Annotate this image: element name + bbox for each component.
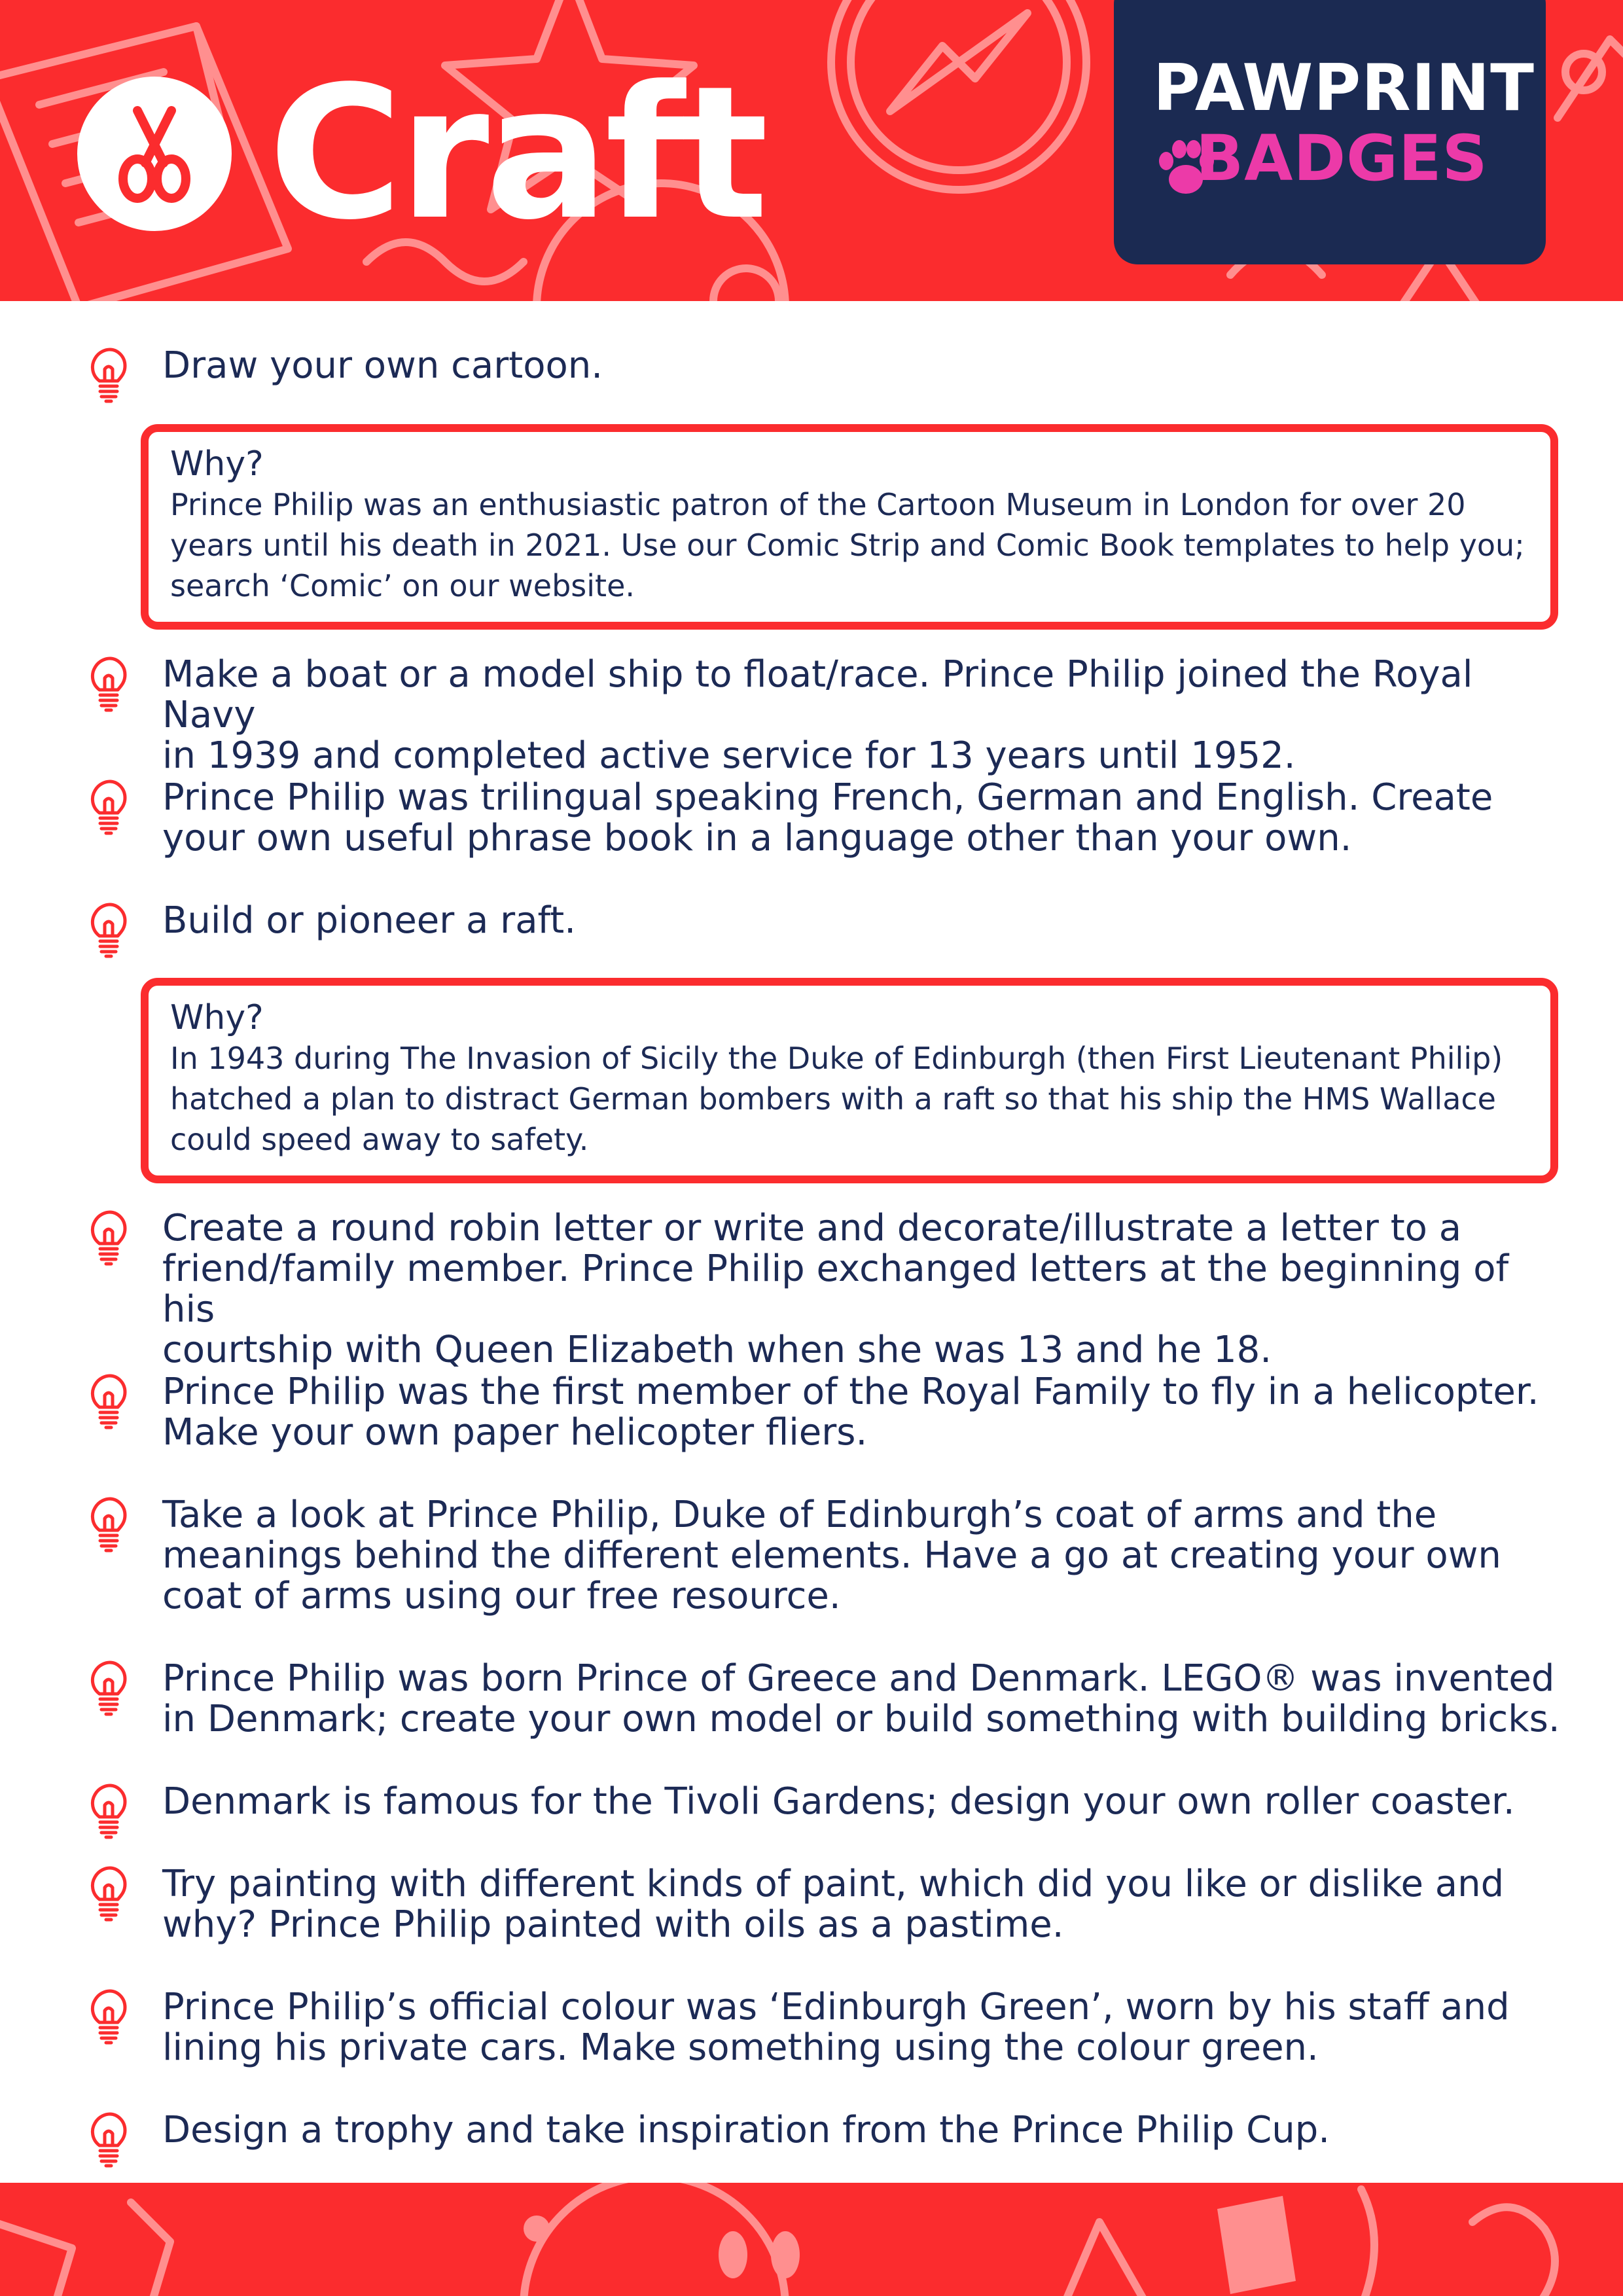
lightbulb-icon	[88, 1987, 129, 2046]
list-item-text: Build or pioneer a raft.	[162, 899, 576, 942]
brand-line-2: BADGES	[1196, 122, 1488, 195]
list-item-text: Prince Philip’s official colour was ‘Edinburgh Green’, worn by his staff and lining his private cars. Make something using the colour green.	[162, 1986, 1510, 2069]
list-item-text: Denmark is famous for the Tivoli Gardens; design your own roller coaster.	[162, 1780, 1515, 1823]
brand-line-1: PAWPRINT	[1153, 51, 1535, 126]
lightbulb-icon	[88, 901, 129, 960]
why-heading: Why?	[170, 444, 264, 484]
why-box	[141, 978, 1558, 1183]
list-item-text: Take a look at Prince Philip, Duke of Edinburgh’s coat of arms and the meanings behind the different elements. Have a go at creating your own coat of arms using our free resource.	[162, 1494, 1501, 1617]
list-item-text: Prince Philip was the first member of the Royal Family to fly in a helicopter. Make your own paper helicopter fliers.	[162, 1371, 1539, 1454]
lightbulb-icon	[88, 1495, 129, 1554]
lightbulb-icon	[88, 1659, 129, 1717]
lightbulb-icon	[88, 1864, 129, 1923]
list-item-text: Try painting with different kinds of paint, which did you like or dislike and why? Prince Philip painted with oils as a pastime.	[162, 1863, 1505, 1946]
why-heading: Why?	[170, 998, 264, 1037]
lightbulb-icon	[88, 1372, 129, 1431]
list-item-text: Prince Philip was trilingual speaking French, German and English. Create your own useful phrase book in a language other than your own.	[162, 776, 1493, 859]
lightbulb-icon	[88, 1782, 129, 1840]
why-text: Prince Philip was an enthusiastic patron of the Cartoon Museum in London for over 20 years until his death in 2021. Use our Comic Strip and Comic Book templates to help you; search ‘Comic’ on our website.	[170, 487, 1525, 603]
list-item-text: Draw your own cartoon.	[162, 344, 603, 387]
list-item-text: Prince Philip was born Prince of Greece and Denmark. LEGO® was invented in Denmark; create your own model or build something with building bricks.	[162, 1657, 1560, 1740]
header-banner	[0, 0, 1623, 301]
why-text: In 1943 during The Invasion of Sicily the Duke of Edinburgh (then First Lieutenant Philip) hatched a plan to distract German bombers with a raft so that his ship the HMS Wallace could speed away to safety.	[170, 1041, 1503, 1157]
lightbulb-icon	[88, 1208, 129, 1267]
brand-logo	[1114, 0, 1546, 264]
list-item-text: Design a trophy and take inspiration from the Prince Philip Cup.	[162, 2109, 1330, 2151]
lightbulb-icon	[88, 2110, 129, 2169]
lightbulb-icon	[88, 346, 129, 404]
lightbulb-icon	[88, 655, 129, 713]
scissors-icon	[77, 77, 232, 231]
footer-banner	[0, 2183, 1623, 2296]
why-box	[141, 424, 1558, 630]
list-item-text: Make a boat or a model ship to float/race. Prince Philip joined the Royal Navy in 1939 and completed active service for 13 years until 1952.	[162, 653, 1473, 777]
list-item-text: Create a round robin letter or write and decorate/illustrate a letter to a friend/family member. Prince Philip exchanged letters at the beginning of his courtship with Queen Elizabeth when she was 13 and he 18.	[162, 1207, 1509, 1371]
page-title: Craft	[268, 47, 765, 260]
lightbulb-icon	[88, 778, 129, 836]
footer-doodle-pattern	[0, 2183, 1623, 2296]
